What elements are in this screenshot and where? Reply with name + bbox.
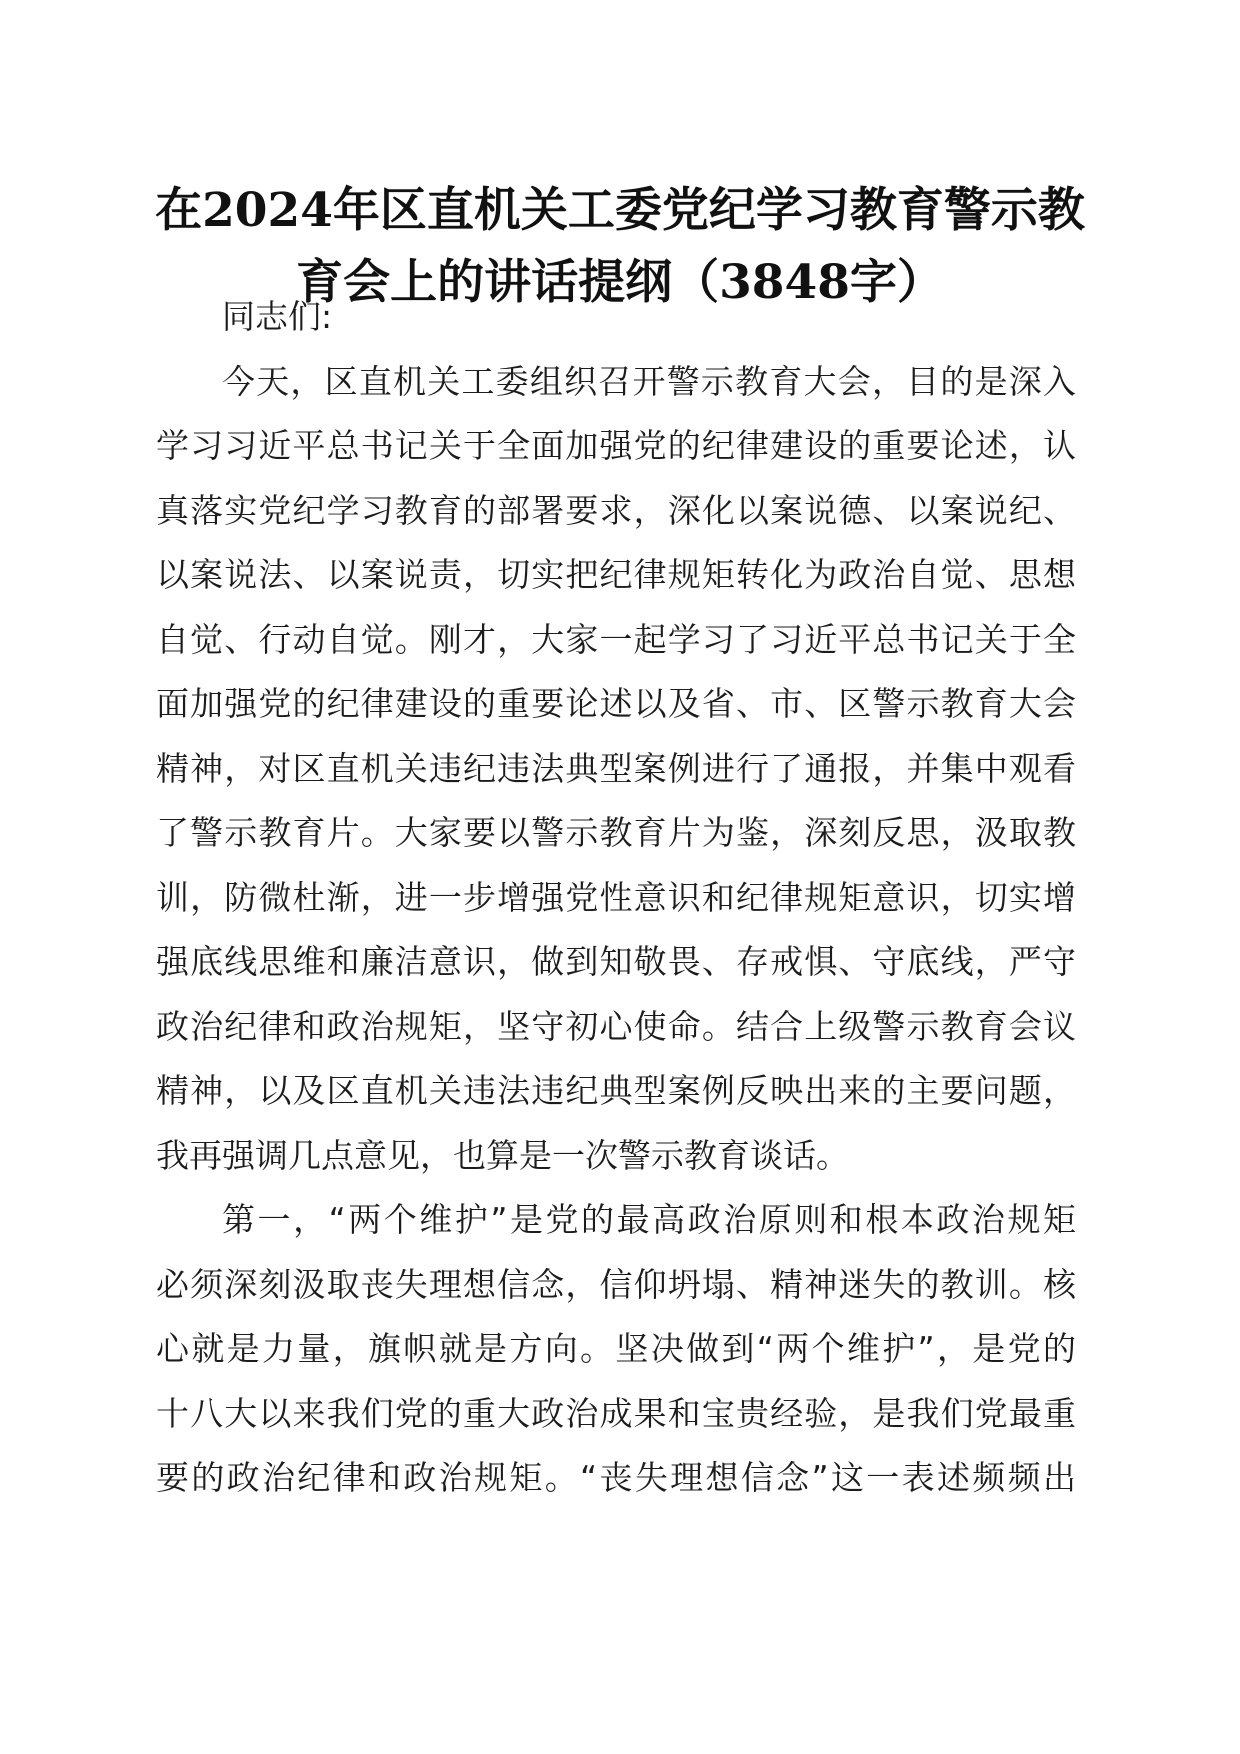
document-body bbox=[156, 285, 1076, 1511]
text-line: 十八大以来我们党的重大政治成果和宝贵经验，是我们党最重 bbox=[156, 1393, 1076, 1433]
title-line-2: 育会上的讲话提纲（3848字） bbox=[296, 255, 944, 310]
paragraph-first-point bbox=[156, 1188, 1076, 1511]
text-line: 强底线思维和廉洁意识，做到知敬畏、存戒惧、守底线，严守 bbox=[156, 942, 1076, 981]
text-line: 要的政治纪律和政治规矩。“丧失理想信念”这一表述频频出 bbox=[156, 1458, 1076, 1497]
paragraph-intro bbox=[156, 350, 1076, 1189]
text-line: 以案说法、以案说责，切实把纪律规矩转化为政治自觉、思想 bbox=[156, 555, 1076, 594]
text-line: 必须深刻汲取丧失理想信念，信仰坍塌、精神迷失的教训。核 bbox=[156, 1264, 1076, 1304]
text-line: 自觉、行动自觉。刚才，大家一起学习了习近平总书记关于全 bbox=[156, 619, 1076, 659]
text-line: 第一，“两个维护”是党的最高政治原则和根本政治规矩 bbox=[222, 1200, 1076, 1239]
text-line: 精神，以及区直机关违法违纪典型案例反映出来的主要问题， bbox=[156, 1071, 1076, 1110]
text-line: 我再强调几点意见，也算是一次警示教育谈话。 bbox=[156, 1135, 849, 1175]
text-line: 今天，区直机关工委组织召开警示教育大会，目的是深入 bbox=[222, 361, 1076, 401]
text-line: 面加强党的纪律建设的重要论述以及省、市、区警示教育大会 bbox=[156, 684, 1076, 723]
text-line: 了警示教育片。大家要以警示教育片为鉴，深刻反思，汲取教 bbox=[156, 813, 1076, 852]
text-line: 政治纪律和政治规矩，坚守初心使命。结合上级警示教育会议 bbox=[156, 1006, 1076, 1046]
salutation: 同志们: bbox=[222, 297, 333, 336]
text-line: 心就是力量，旗帜就是方向。坚决做到“两个维护”，是党的 bbox=[156, 1329, 1076, 1368]
text-line: 精神，对区直机关违纪违法典型案例进行了通报，并集中观看 bbox=[156, 748, 1076, 788]
text-line: 学习习近平总书记关于全面加强党的纪律建设的重要论述，认 bbox=[156, 426, 1076, 465]
title-line-1: 在2024年区直机关工委党纪学习教育警示教 bbox=[155, 183, 1085, 238]
text-line: 训，防微杜渐，进一步增强党性意识和纪律规矩意识，切实增 bbox=[156, 877, 1076, 917]
text-line: 真落实党纪学习教育的部署要求，深化以案说德、以案说纪、 bbox=[156, 490, 1076, 530]
